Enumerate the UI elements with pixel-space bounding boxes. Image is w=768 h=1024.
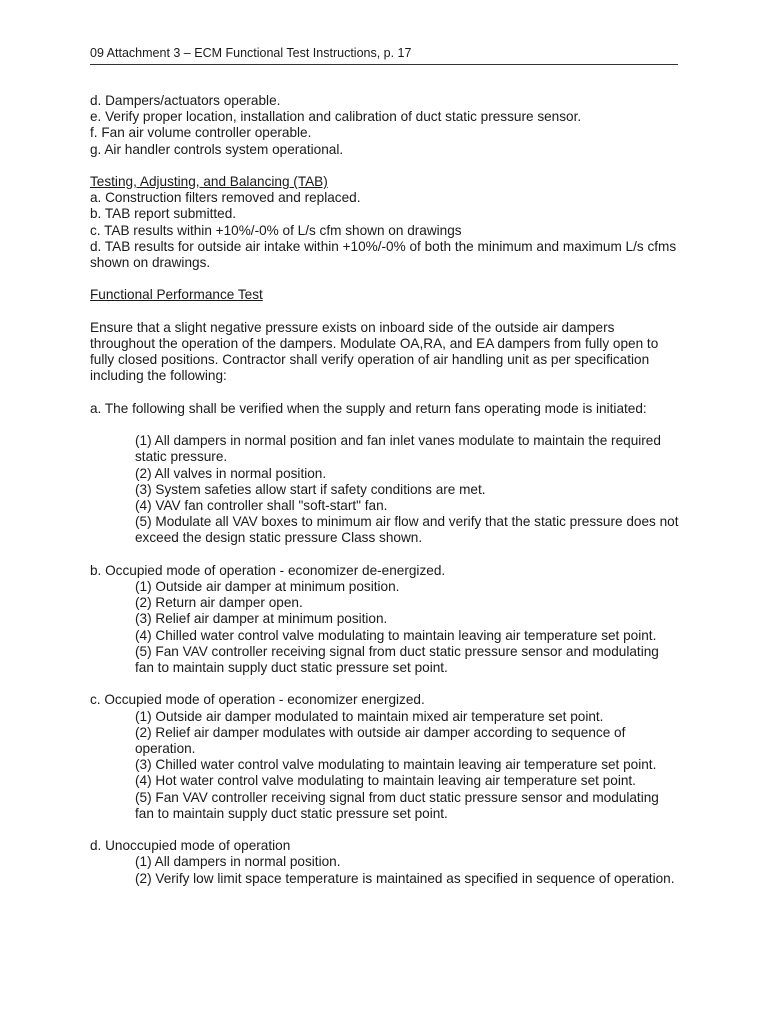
fpt-section [90,287,680,886]
checklist-item: e. Verify proper location, installation and calibration of duct static pressure sensor. [90,109,582,125]
list-item: (4) Hot water control valve modulating to maintain leaving air temperature set point. [135,773,636,789]
subsection-title: d. Unoccupied mode of operation [90,838,291,854]
spacer [90,304,680,320]
page-content [90,93,680,887]
list-item: (2) Return air damper open. [135,595,303,611]
list-item: (1) All dampers in normal position. [135,854,341,870]
section-heading: Testing, Adjusting, and Balancing (TAB) [90,174,328,189]
list-item: (4) Chilled water control valve modulating to maintain leaving air temperature set point. [135,627,657,643]
list-item: (5) Fan VAV controller receiving signal from duct static pressure sensor and modulating fan to maintain supply duct static pressure set point. [135,643,659,676]
list-item: (2) Verify low limit space temperature is maintained as specified in sequence of operation. [135,870,675,886]
spacer [90,547,680,563]
list-item: (1) All dampers in normal position and fan inlet vanes modulate to maintain the required static pressure. [135,433,661,465]
spacer [90,676,680,692]
list-item: (5) Modulate all VAV boxes to minimum air flow and verify that the static pressure does not exceed the design static pressure Class shown. [135,514,679,546]
list-item: (4) VAV fan controller shall "soft-start" fan. [135,498,388,513]
tab-item: b. TAB report submitted. [90,206,237,222]
checklist-item: g. Air handler controls system operational. [90,141,344,157]
list-item: (3) Relief air damper at minimum position. [135,611,388,627]
subsection-title: c. Occupied mode of operation - economizer energized. [90,692,425,708]
list-item: (2) All valves in normal position. [135,465,327,481]
subsection-title: a. The following shall be verified when the supply and return fans operating mode is initiated: [90,400,647,416]
list-item: (2) Relief air damper modulates with outside air damper according to sequence of operation. [135,724,626,757]
spacer [90,385,680,401]
list-item: (3) System safeties allow start if safety conditions are met. [135,481,486,497]
subsection-items [90,709,680,822]
list-item: (5) Fan VAV controller receiving signal from duct static pressure sensor and modulating fan to maintain supply duct static pressure set point. [135,789,659,821]
spacer [90,417,680,433]
subsection-items [90,433,680,546]
checklist-item: d. Dampers/actuators operable. [90,93,281,108]
subsection-title: b. Occupied mode of operation - economizer de-energized. [90,562,446,578]
checklist-section [90,93,680,158]
tab-section [90,174,680,271]
section-heading: Functional Performance Test [90,287,263,303]
page-header: 09 Attachment 3 – ECM Functional Test Instructions, p. 17 [90,45,678,65]
spacer [90,822,680,838]
tab-item: c. TAB results within +10%/-0% of L/s cfm shown on drawings [90,222,462,238]
subsection-items [90,579,680,676]
subsection-items [90,854,680,886]
checklist-item: f. Fan air volume controller operable. [90,125,312,141]
tab-item: d. TAB results for outside air intake within +10%/-0% of both the minimum and maximum L/s cfms shown on drawings. [90,238,677,271]
list-item: (3) Chilled water control valve modulating to maintain leaving air temperature set point. [135,757,657,773]
intro-paragraph: Ensure that a slight negative pressure exists on inboard side of the outside air dampers throughout the operation of the dampers. Modulate OA,RA, and EA dampers from fully open to fully closed positions. Contractor shall verify operation of air handling unit as per specification including the following: [90,319,659,384]
spacer [90,158,680,174]
list-item: (1) Outside air damper at minimum position. [135,579,400,594]
spacer [90,271,680,287]
list-item: (1) Outside air damper modulated to maintain mixed air temperature set point. [135,708,604,724]
tab-item: a. Construction filters removed and replaced. [90,190,361,206]
